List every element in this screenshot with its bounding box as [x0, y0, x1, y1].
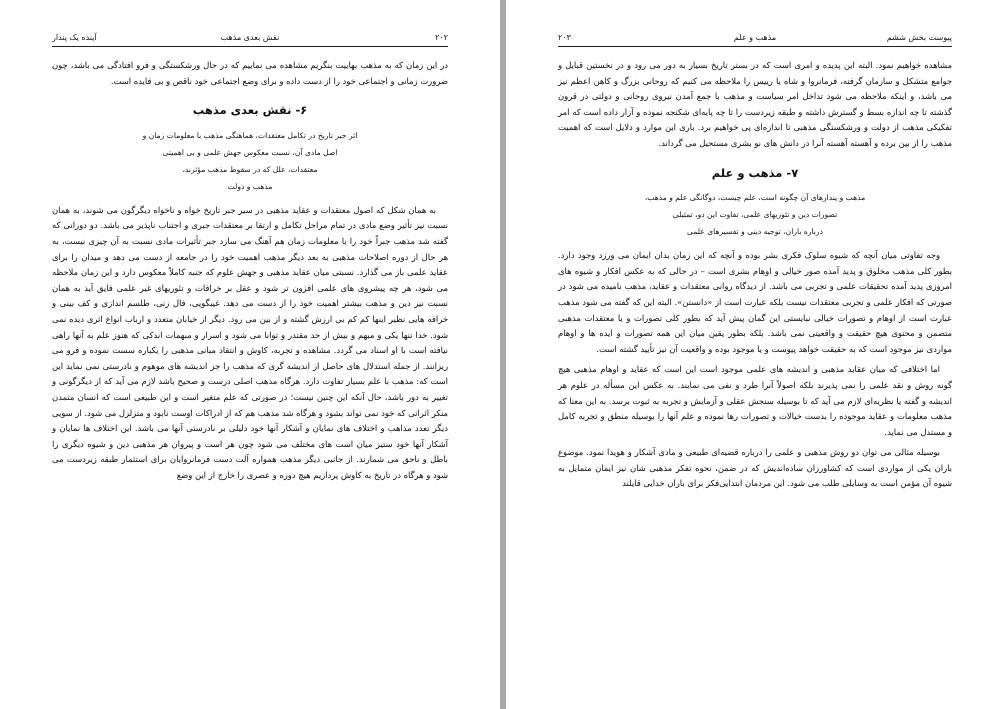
- page-header: [558, 32, 952, 47]
- running-book-title: پیوست بخش ششم: [886, 33, 952, 42]
- section-heading: ۶- نقش بعدی مذهب: [192, 103, 308, 118]
- epigraph-line: اصل مادی آن، نسبت معکوس جهش علمی و بی اهمیتی: [162, 147, 338, 157]
- running-chapter-title: نقش بعدی مذهب: [220, 33, 280, 42]
- epigraph-line: مذهب و دولت: [227, 181, 273, 191]
- intro-paragraph: در این زمان که به مذهب بهاییت بنگریم مشاهده می نماییم که در حال ورشکستگی و فرو افتادگی می باشد، چون ضرورت زمانی و اجتماعی خود را از دست داده و برای وضع اجتماعی خود ناقص و بی فایده است.: [52, 60, 448, 86]
- running-book-title: آینده یک پندار: [52, 33, 97, 42]
- body-paragraph: بوسیله مثالی می توان دو روش مذهبی و علمی را درباره قضیه‌ای طبیعی و مادی آشکار و هویدا نمود. موضوع باران یکی از مواردی است که کشاورزان ساده‌اندیش که در ضمن، نحوه تفکر مذهبی شان نیز ایمان متمایل به شیوه آن مؤمن است به وسایلی طلب می شود. این مردمان ابتدایی‌فکر برای باران خدایی قایلند: [558, 447, 952, 489]
- running-chapter-title: مذهب و علم: [733, 33, 777, 42]
- page-body: [52, 58, 448, 488]
- section-epigraph: [558, 189, 952, 240]
- body-paragraph: وجه تفاوتی میان آنچه که شیوه سلوک فکری بشر بوده و آنچه که این زمان بدان ایمان می ورزد وجود دارد. بطور کلی مذهب مخلوق و پدید آمده صور خیالی و اوهام بشری است – در حالی که به عکس افکار و شیوه های امروزی پدید آمده تحقیقات علمی و تجربی می باشد. از دیدگاه روانی معتقدات و عقاید، مذهب نامیده می شود در صورتی که افکار علمی و تجربی معتقدات نیست بلکه عبارت است از «دانستن». البته این که گفته می شود مذهب عبارت است از اوهام و تصورات خیالی نبایستی این گمان پیش آید که بطور کلی تصورات و یا معتقدات مذهبی متضمن و محتوی هیچ حقیقت و واقعیتی نمی باشد. بلکه بطور یقین میان این همه تصورات و ایده ها و اوهام مواردی نیز موجود است که به حقیقت خواهد پیوست و یا موجود بوده و واقعیت آن نیز تأیید گشته است.: [558, 250, 952, 354]
- body-paragraph: به همان شکل که اصول معتقدات و عقاید مذهبی در سیر جبر تاریخ خواه و ناخواه دیگرگون می شوند، به همان نسبت نیز تأثیر وضع مادی در تمام مراحل تکامل و ارتقا بر معتقدات جبری و اجتناب ناپذیر می باشد. دو دورانی که گفته شد مذهب جبراً خود را با معلومات زمان هم آهنگ می سازد جبر تأثیرات مادی نسبت به آن چیزی نیست، به هر حال از دوره اصلاحات مذهبی به بعد دیگر مذهب اهمیت خود را در جامعه از دست می دهد و میدان را برای عقاید علمی باز می گذارد. نسبتی میان عقاید مذهبی و جهش علوم که جنبه کاملاً معکوس دارد و این زمان ملاحظه می شود، هر چه پیشروی های علمی افزون تر شود و عقل بر خرافات و تئوریهای غیر علمی فایق آید به همان نسبت نیز دین و مذهب بیشتر اهمیت خود را از دست می دهد. غیبگویی، فال زنی، طلسم اندازی و کف بینی و خرافه هایی نظیر اینها کم کم بی ارزش گشته و از بین می رود. دیگر از خیابان متعدد و ارباب انواع اثری دیده نمی شود. خدا تنها یکی و مبهم و بیش از حد مقتدر و توانا می شود و اسرار و مبهمات اندکی که هنوز علم به آنها راهی نیافته است با او اسناد می گردد. مشاهده و تجربه، کاوش و انتقاد مبانی مذهبی را یکباره سست نموده و فرو می ریزانند. از جمله استدلال های حاصل از اندیشه گری که مذهب را جز اندیشه های موهوم و نادرستی نمی نماید این است که: مذهب با علم بسیار تفاوت دارد. هرگاه مذهب اصلی درست و صحیح باشد لازم می آید که از دیگرگونی و تغییر به دور باشد، حال آنکه این چنین نیست؛ در صورتی که علم متغیر است و این طبیعی است که انسان متمدن منکر اثراتی که خود نمی تواند بشود و هرگاه شد مذهب هم که از ادراکات اوست نابود و متزلزل می شود. از سویی دیگر تعدد مذاهب و اختلاف های نمایان و آشکار آنها خود دلیلی بر نادرستی آنها می باشد. این اختلاف ها نمایان و آشکار آنها خود ستیز میان است های مختلف می شود چون هر است و پیروان هر مذهبی دین و شیوه دیگری را باطل و ناحق می شمارند. از جانبی دیگر مذهب همواره آلت دست فرمانروایان برای استثمار طبقه زیردست می شود و هرگاه در تاریخ به کاوش پردازیم هیچ دوره و عصری را خارج از این وضع: [52, 204, 448, 480]
- epigraph-line: اثر جبر تاریخ در تکامل معتقدات، هماهنگی مذهب با معلومات زمان و: [142, 130, 358, 140]
- epigraph-line: مذهب و پندارهای آن چگونه است، علم چیست، دوگانگی علم و مذهب،: [644, 193, 866, 203]
- section-heading: ۷- مذهب و علم: [711, 165, 799, 180]
- body-paragraph: اما اختلافی که میان عقاید مذهبی و اندیشه های علمی موجود است این است که عقاید و اوهام مذهبی هیچ گونه روش و نقد علمی را نمی پذیرند بلکه اصولاً آنرا طرد و نفی می نمایند. به عکس این مسأله در علوم هر اندیشه و گفته یا نظریه‌ای لازم می آید که تا بوسیله سنجش عقلی و آزمایش و تجربه به ثبوت برسد. به این معنا که مذهب معلومات و عقاید موجوده را بدست خیالات و تصورات رها نموده و علم آنها را بوسیله منطق و تجربه کامل و مستدل می نماید.: [558, 364, 952, 437]
- page-header: [52, 32, 448, 47]
- epigraph-line: معتقدات، علل که در سقوط مذهب مؤثرند،: [182, 164, 318, 174]
- page-body: [558, 58, 952, 497]
- intro-paragraph: مشاهده خواهیم نمود. البته این پدیده و امری است که در بستر تاریخ بسیار به دور می رود و در نخستین قبایل و جوامع متشکل و سازمان گرفته، فرمانروا و شاه یا رییس را ملاحظه می کنیم که روحانی بزرگ و کاهن اعظم نیز می باشد، و اینکه ملاحظه می شود تداخل امر سیاست و مذهب با جمع آمدن نیروی روحانی و دولتی در قرون گذشته تا چه اندازه بسط و گسترش داشته و طبقه زیردست را تا چه پایه‌ای شکنجه نموده و آزار داده است که امر تفکیکی مذهب از دولت و ورشکستگی مذهبی تا اندازه‌ای پی خواهیم برد. باری این موارد و دلایل است که اهمیت مذهب را از بین برده و آهسته آهسته آنرا در دانش های نو بشری مستحیل می گرداند.: [558, 60, 952, 148]
- epigraph-line: درباره باران، توجیه دینی و تفسیرهای علمی: [687, 227, 823, 237]
- epigraph-line: تصورات دین و تئوریهای علمی، تفاوت این دو، تمثیلی: [672, 210, 838, 220]
- page-202: [0, 0, 500, 709]
- page-number: ۲۰۲: [435, 33, 448, 42]
- page-203: [506, 0, 1004, 709]
- section-epigraph: [52, 127, 448, 195]
- page-number: ۲۰۳: [558, 33, 571, 42]
